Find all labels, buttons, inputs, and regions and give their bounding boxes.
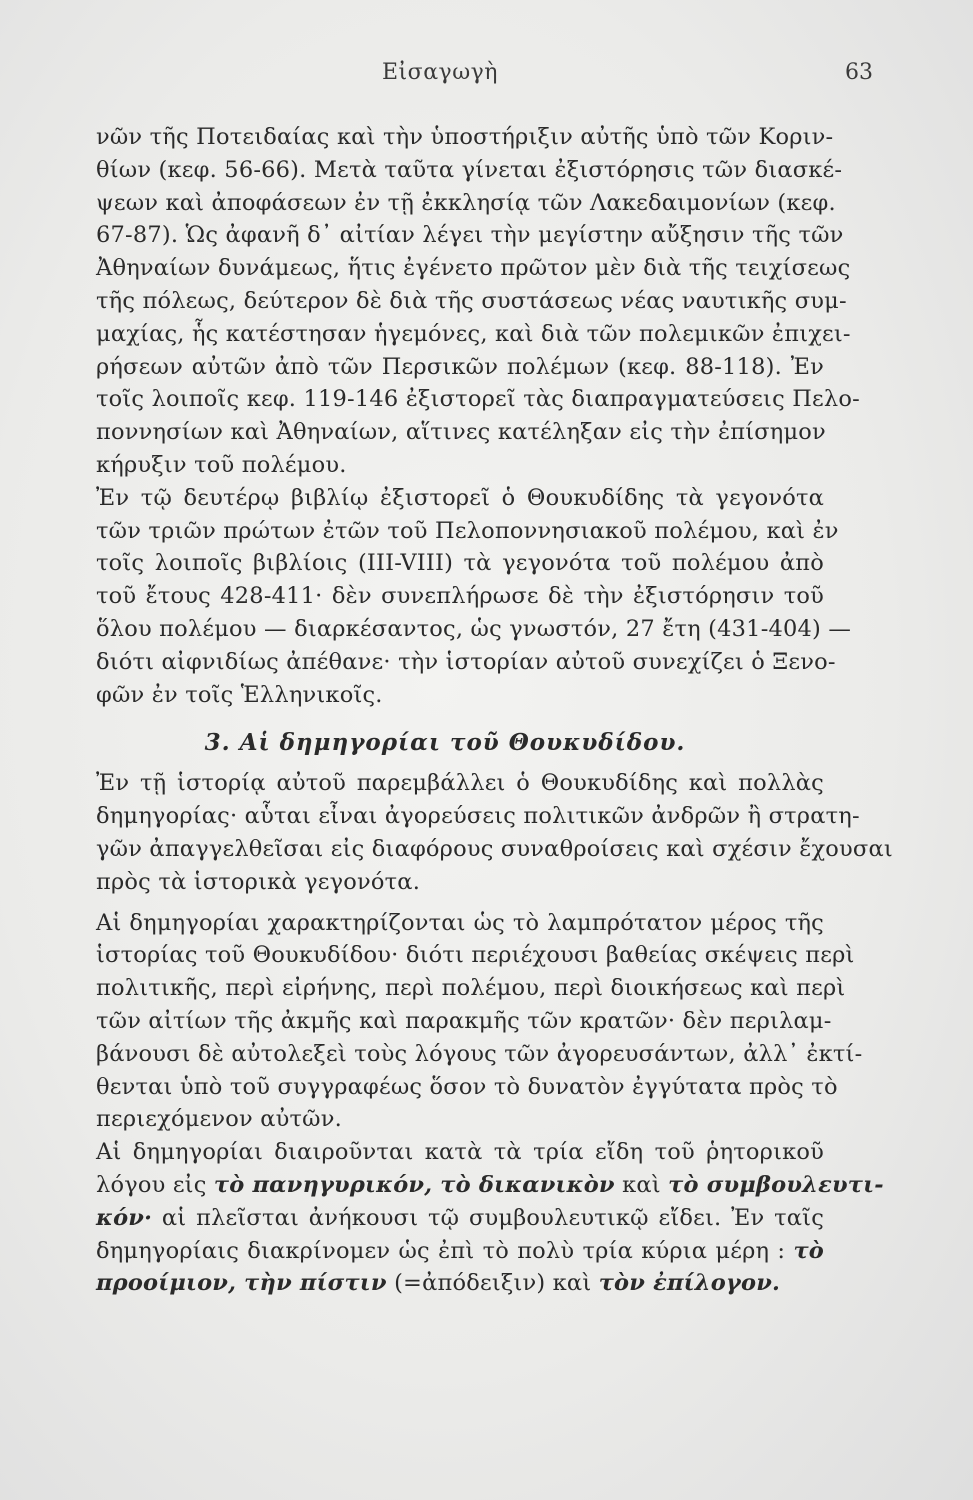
text-run: λόγου εἰς [96, 1171, 207, 1198]
text-line: θενται ὑπὸ τοῦ συγγραφέως ὅσον τὸ δυνατὸν ἐγγύτατα πρὸς τὸ [96, 1073, 838, 1100]
term-emphasis: τὸ συμβουλευτι- [668, 1171, 884, 1198]
text-line: ὅλου πολέμου — διαρκέσαντος, ὡς γνωστόν, 27 ἔτη (431-404) — [96, 615, 852, 642]
text-run: αἱ πλεῖσται ἀνήκουσι τῷ συμβουλευτικῷ εἴδει. Ἐν ταῖς [161, 1204, 825, 1231]
text-line: Ἐν τῇ ἱστορίᾳ αὐτοῦ παρεμβάλλει ὁ Θουκυδίδης καὶ πολλὰς [96, 770, 824, 797]
text-line: τοῦ ἔτους 428-411· δὲν συνεπλήρωσε δὲ τὴν ἐξιστόρησιν τοῦ [96, 583, 824, 610]
paragraph-1 [96, 121, 860, 482]
text-line: τοῖς λοιποῖς κεφ. 119-146 ἐξιστορεῖ τὰς διαπραγματεύσεις Πελο- [96, 386, 860, 413]
text-line: τῆς πόλεως, δεύτερον δὲ διὰ τῆς συστάσεως νέας ναυτικῆς συμ- [96, 287, 847, 314]
text-line: δημηγορίας· αὗται εἶναι ἀγορεύσεις πολιτικῶν ἀνδρῶν ἢ στρατη- [96, 803, 860, 830]
term-emphasis: προοίμιον, τὴν πίστιν [96, 1270, 387, 1297]
text-line: περιεχόμενον αὐτῶν. [96, 1106, 342, 1133]
text-run: καὶ [622, 1171, 661, 1198]
term-emphasis: τὸ [793, 1237, 824, 1264]
text-line: τῶν τριῶν πρώτων ἐτῶν τοῦ Πελοποννησιακοῦ πολέμου, καὶ ἐν [96, 517, 839, 544]
text-line: διότι αἰφνιδίως ἀπέθανε· τὴν ἱστορίαν αὐτοῦ συνεχίζει ὁ Ξενο- [96, 648, 836, 675]
body-text [96, 121, 893, 1300]
section-heading: 3. Αἱ δημηγορίαι τοῦ Θουκυδίδου. [204, 729, 686, 757]
text-line: τῶν αἰτίων τῆς ἀκμῆς καὶ παρακμῆς τῶν κρατῶν· δὲν περιλαμ- [96, 1007, 832, 1034]
text-line: θίων (κεφ. 56-66). Μετὰ ταῦτα γίνεται ἐξιστόρησις τῶν διασκέ- [96, 156, 843, 183]
paragraph-2 [96, 482, 852, 712]
running-head [0, 60, 973, 90]
text-line [96, 1169, 884, 1202]
text-line: Ἀθηναίων δυνάμεως, ἥτις ἐγένετο πρῶτον μὲν διὰ τῆς τειχίσεως [96, 255, 851, 282]
text-line: τοῖς λοιποῖς βιβλίοις (III-VIII) τὰ γεγονότα τοῦ πολέμου ἀπὸ [96, 550, 824, 577]
text-line: ψεων καὶ ἀποφάσεων ἐν τῇ ἐκκλησίᾳ τῶν Λακεδαιμονίων (κεφ. [96, 189, 836, 216]
paragraph-3 [96, 767, 893, 898]
paragraph-5 [96, 1136, 884, 1300]
text-line: Αἱ δημηγορίαι χαρακτηρίζονται ὡς τὸ λαμπρότατον μέρος τῆς [96, 909, 824, 936]
text-line: Ἐν τῷ δευτέρῳ βιβλίῳ ἐξιστορεῖ ὁ Θουκυδίδης τὰ γεγονότα [96, 484, 824, 511]
text-line [96, 1267, 824, 1300]
page-number: 63 [845, 60, 873, 85]
text-line: γῶν ἀπαγγελθεῖσαι εἰς διαφόρους συναθροίσεις καὶ σχέσιν ἔχουσαι [96, 835, 893, 862]
running-title: Εἰσαγωγὴ [382, 60, 498, 85]
paragraph-4 [96, 907, 863, 1137]
term-emphasis: κόν· [96, 1204, 153, 1231]
text-line: μαχίας, ἧς κατέστησαν ἡγεμόνες, καὶ διὰ τῶν πολεμικῶν ἐπιχει- [96, 320, 851, 347]
text-line: 67-87). Ὡς ἀφανῆ δ᾿ αἰτίαν λέγει τὴν μεγίστην αὔξησιν τῆς τῶν [96, 222, 844, 249]
text-line: νῶν τῆς Ποτειδαίας καὶ τὴν ὑποστήριξιν αὐτῆς ὑπὸ τῶν Κοριν- [96, 124, 834, 150]
text-line: ἱστορίας τοῦ Θουκυδίδου· διότι περιέχουσι βαθείας σκέψεις περὶ [96, 942, 855, 969]
text-line: πρὸς τὰ ἱστορικὰ γεγονότα. [96, 868, 421, 895]
text-run: (=ἀπόδειξιν) καὶ [394, 1270, 592, 1297]
text-line: ποννησίων καὶ Ἀθηναίων, αἵτινες κατέληξαν εἰς τὴν ἐπίσημον [96, 419, 826, 446]
text-line [96, 1235, 824, 1268]
text-line: ρήσεων αὐτῶν ἀπὸ τῶν Περσικῶν πολέμων (κεφ. 88-118). Ἐν [96, 353, 824, 380]
paragraph-gap [96, 899, 824, 907]
text-line [96, 1202, 824, 1235]
text-line: Αἱ δημηγορίαι διαιροῦνται κατὰ τὰ τρία εἴδη τοῦ ῥητορικοῦ [96, 1139, 824, 1166]
text-line: κήρυξιν τοῦ πολέμου. [96, 451, 347, 478]
text-run: δημηγορίαις διακρίνομεν ὡς ἐπὶ τὸ πολὺ τρία κύρια μέρη : [96, 1237, 786, 1264]
term-emphasis: τὸ πανηγυρικόν, τὸ δικανικὸν [213, 1171, 615, 1198]
text-line: φῶν ἐν τοῖς Ἑλληνικοῖς. [96, 681, 383, 708]
text-line: πολιτικῆς, περὶ εἰρήνης, περὶ πολέμου, περὶ διοικήσεως καὶ περὶ [96, 975, 846, 1002]
text-line: βάνουσι δὲ αὐτολεξεὶ τοὺς λόγους τῶν ἀγορευσάντων, ἀλλ᾿ ἐκτί- [96, 1040, 863, 1067]
term-emphasis: τὸν ἐπίλογον. [598, 1270, 781, 1297]
